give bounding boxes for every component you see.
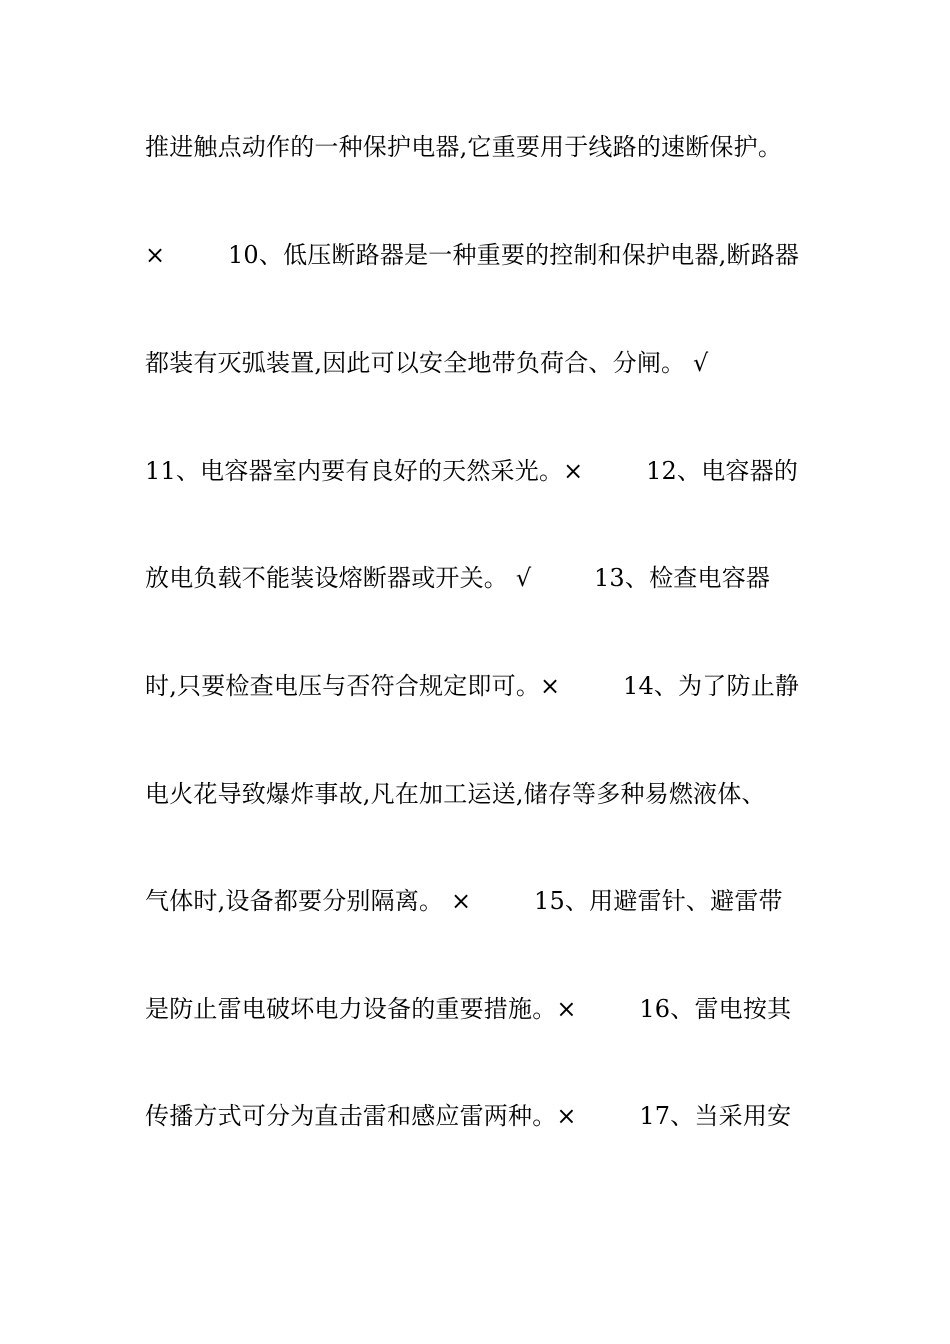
text-line-10: 传播方式可分为直击雷和感应雷两种。× 17、当采用安 bbox=[145, 1102, 792, 1130]
text-line-3: 都装有灭弧装置,因此可以安全地带负荷合、分闸。 √ bbox=[145, 349, 709, 377]
text-line-8: 气体时,设备都要分别隔离。 × 15、用避雷针、避雷带 bbox=[145, 887, 783, 915]
text-line-5: 放电负载不能装设熔断器或开关。 √ 13、检查电容器 bbox=[145, 564, 771, 592]
text-line-9: 是防止雷电破坏电力设备的重要措施。× 16、雷电按其 bbox=[145, 995, 792, 1023]
text-line-1: 推进触点动作的一种保护电器,它重要用于线路的速断保护。 bbox=[145, 133, 783, 161]
text-line-6: 时,只要检查电压与否符合规定即可。× 14、为了防止静 bbox=[145, 672, 800, 700]
text-line-7: 电火花导致爆炸事故,凡在加工运送,储存等多种易燃液体、 bbox=[145, 780, 766, 808]
text-line-2: × 10、低压断路器是一种重要的控制和保护电器,断路器 bbox=[145, 241, 800, 269]
text-line-4: 11、电容器室内要有良好的天然采光。× 12、电容器的 bbox=[145, 457, 799, 485]
